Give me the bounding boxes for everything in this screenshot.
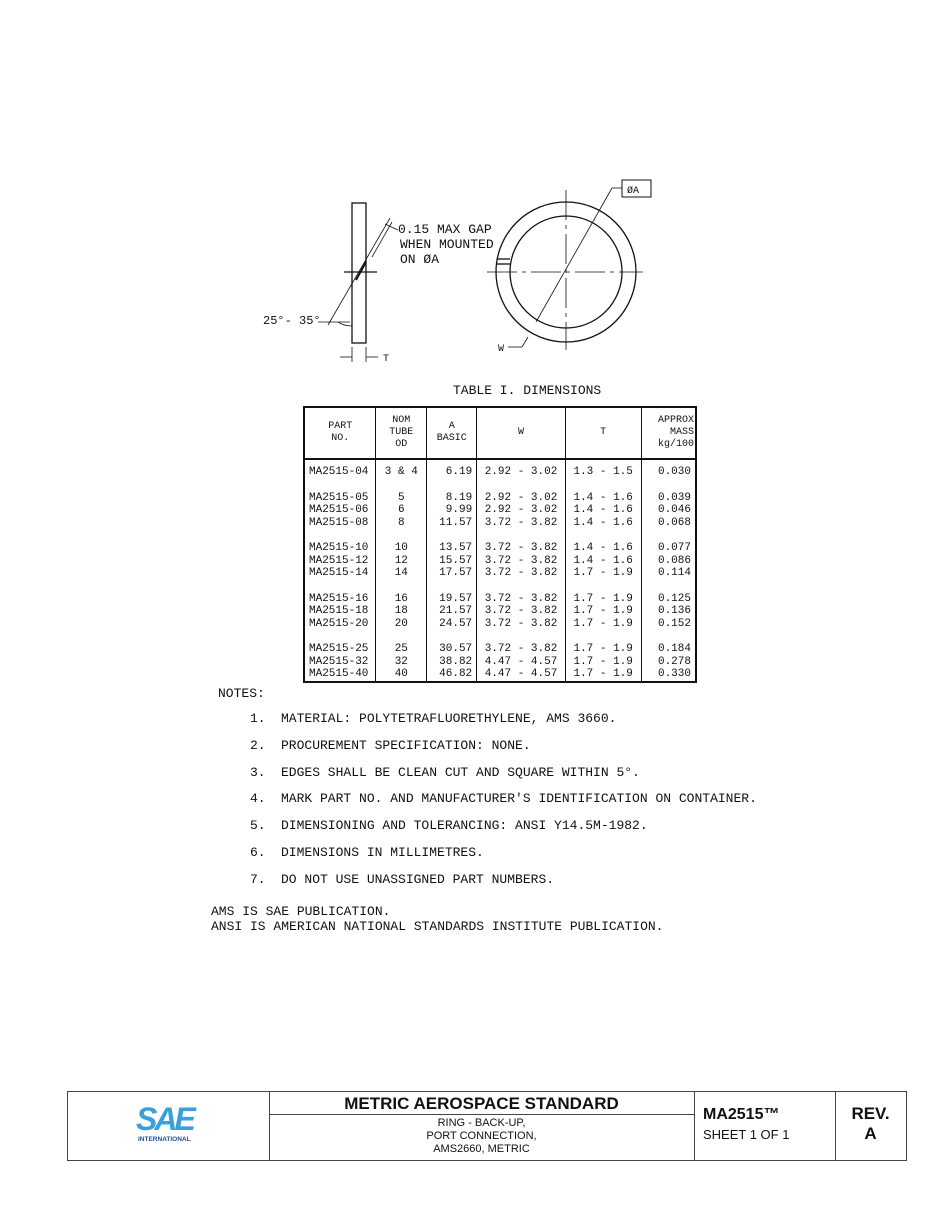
footnote-ansi: ANSI IS AMERICAN NATIONAL STANDARDS INSTITUTE PUBLICATION. xyxy=(211,919,664,934)
table-cell: 1.7 - 1.9 xyxy=(565,630,641,656)
table-cell: 2.92 - 3.02 xyxy=(477,504,566,517)
table-cell: 5 xyxy=(376,479,427,505)
note-number: 7. xyxy=(250,871,266,887)
table-cell: MA2515-32 xyxy=(304,656,376,669)
table-cell: 0.039 xyxy=(641,479,696,505)
table-cell: 32 xyxy=(376,656,427,669)
sheet-number: SHEET 1 OF 1 xyxy=(703,1127,790,1142)
table-row xyxy=(304,656,696,669)
gap-label-line3: ON ØA xyxy=(400,252,440,267)
table-cell: 46.82 xyxy=(427,668,477,681)
table-cell: MA2515-06 xyxy=(304,504,376,517)
table-cell: MA2515-18 xyxy=(304,605,376,618)
column-header: NOM TUBE OD xyxy=(376,407,427,459)
gap-label-line1: 0.15 MAX GAP xyxy=(398,222,492,237)
column-header: PART NO. xyxy=(304,407,376,459)
table-row xyxy=(304,504,696,517)
table-cell: 3.72 - 3.82 xyxy=(477,630,566,656)
note-text: DIMENSIONING AND TOLERANCING: ANSI Y14.5M-1982. xyxy=(281,818,648,834)
table-cell: 30.57 xyxy=(427,630,477,656)
table-cell: 3.72 - 3.82 xyxy=(477,567,566,580)
table-cell: 20 xyxy=(376,618,427,631)
subtitle-line2: PORT CONNECTION, xyxy=(426,1130,537,1142)
table-cell: MA2515-04 xyxy=(304,459,376,479)
table-cell: MA2515-40 xyxy=(304,668,376,681)
table-cell: 3.72 - 3.82 xyxy=(477,529,566,555)
column-header: W xyxy=(477,407,566,459)
table-cell: 3 & 4 xyxy=(376,459,427,479)
table-cell: 6 xyxy=(376,504,427,517)
table-row xyxy=(304,668,696,681)
table-row xyxy=(304,580,696,606)
angle-label: 25°- 35° xyxy=(263,314,321,328)
document-title: METRIC AEROSPACE STANDARD xyxy=(269,1092,694,1115)
table-cell: 16 xyxy=(376,580,427,606)
table-row xyxy=(304,529,696,555)
table-cell: 0.278 xyxy=(641,656,696,669)
doc-number-cell xyxy=(694,1092,836,1160)
revision-label: REV. xyxy=(851,1104,890,1123)
table-title: TABLE I. DIMENSIONS xyxy=(453,383,602,398)
gap-label-line2: WHEN MOUNTED xyxy=(400,237,494,252)
table-cell: 1.7 - 1.9 xyxy=(565,668,641,681)
subtitle-line3: AMS2660, METRIC xyxy=(433,1143,530,1155)
table-row xyxy=(304,618,696,631)
note-number: 5. xyxy=(250,818,266,834)
table-cell: 6.19 xyxy=(427,459,477,479)
table-cell: MA2515-05 xyxy=(304,479,376,505)
table-cell: 19.57 xyxy=(427,580,477,606)
note-number: 6. xyxy=(250,845,266,860)
note-number: 3. xyxy=(250,764,266,780)
table-cell: 0.125 xyxy=(641,580,696,606)
note-number: 1. xyxy=(250,711,266,726)
w-dimension-label: W xyxy=(498,344,505,355)
table-row xyxy=(304,630,696,656)
table-cell: 1.4 - 1.6 xyxy=(565,555,641,568)
table-cell: 9.99 xyxy=(427,504,477,517)
table-cell: 1.7 - 1.9 xyxy=(565,605,641,618)
table-cell: 25 xyxy=(376,630,427,656)
table-cell: 0.330 xyxy=(641,668,696,681)
title-cell xyxy=(269,1092,695,1160)
table-cell: 40 xyxy=(376,668,427,681)
table-cell: 1.4 - 1.6 xyxy=(565,479,641,505)
table-row xyxy=(304,459,696,479)
table-cell: 17.57 xyxy=(427,567,477,580)
table-cell: 3.72 - 3.82 xyxy=(477,517,566,530)
table-cell: 3.72 - 3.82 xyxy=(477,618,566,631)
table-cell: 0.086 xyxy=(641,555,696,568)
table-cell: 0.077 xyxy=(641,529,696,555)
table-cell: 13.57 xyxy=(427,529,477,555)
table-cell: 0.152 xyxy=(641,618,696,631)
table-cell: 11.57 xyxy=(427,517,477,530)
table-cell: 0.068 xyxy=(641,517,696,530)
note-text: EDGES SHALL BE CLEAN CUT AND SQUARE WITHIN 5°. xyxy=(281,764,640,780)
table-cell: 1.7 - 1.9 xyxy=(565,567,641,580)
ring-drawing xyxy=(0,0,950,400)
table-cell: 1.4 - 1.6 xyxy=(565,504,641,517)
column-header: APPROX MASS kg/100 xyxy=(641,407,696,459)
title-block xyxy=(67,1091,907,1161)
table-cell: 4.47 - 4.57 xyxy=(477,656,566,669)
table-header-row xyxy=(304,407,696,459)
table-row xyxy=(304,479,696,505)
table-cell: 4.47 - 4.57 xyxy=(477,668,566,681)
table-cell: 1.7 - 1.9 xyxy=(565,656,641,669)
revision-value: A xyxy=(864,1124,877,1143)
table-cell: 8.19 xyxy=(427,479,477,505)
table-cell: 0.136 xyxy=(641,605,696,618)
dimensions-table xyxy=(303,406,697,683)
table-cell: 1.7 - 1.9 xyxy=(565,580,641,606)
note-text: DO NOT USE UNASSIGNED PART NUMBERS. xyxy=(281,871,555,887)
document-number: MA2515™ xyxy=(703,1106,780,1123)
table-cell: 0.046 xyxy=(641,504,696,517)
notes-heading: NOTES: xyxy=(218,686,265,701)
diameter-label: ØA xyxy=(627,186,640,197)
table-cell: 1.4 - 1.6 xyxy=(565,529,641,555)
table-row xyxy=(304,567,696,580)
note-number: 4. xyxy=(250,791,266,807)
table-cell: 12 xyxy=(376,555,427,568)
table-cell: 18 xyxy=(376,605,427,618)
logo-cell xyxy=(68,1092,270,1160)
table-cell: 10 xyxy=(376,529,427,555)
sae-logo: SAE xyxy=(136,1101,193,1137)
t-dimension-label: T xyxy=(383,354,390,365)
sae-logo-subtitle: INTERNATIONAL xyxy=(138,1136,191,1143)
footnote-ams: AMS IS SAE PUBLICATION. xyxy=(211,904,391,919)
note-text: PROCUREMENT SPECIFICATION: NONE. xyxy=(281,737,531,753)
table-cell: MA2515-20 xyxy=(304,618,376,631)
table-cell: MA2515-16 xyxy=(304,580,376,606)
table-cell: 0.030 xyxy=(641,459,696,479)
table-row xyxy=(304,555,696,568)
table-cell: MA2515-14 xyxy=(304,567,376,580)
table-cell: 1.7 - 1.9 xyxy=(565,618,641,631)
table-cell: 1.3 - 1.5 xyxy=(565,459,641,479)
table-cell: 2.92 - 3.02 xyxy=(477,459,566,479)
revision-cell xyxy=(835,1092,906,1160)
table-cell: 8 xyxy=(376,517,427,530)
table-row xyxy=(304,605,696,618)
table-cell: 0.114 xyxy=(641,567,696,580)
table-row xyxy=(304,517,696,530)
table-cell: 24.57 xyxy=(427,618,477,631)
note-text: MATERIAL: POLYTETRAFLUORETHYLENE, AMS 3660. xyxy=(281,711,617,726)
table-cell: 0.184 xyxy=(641,630,696,656)
note-number: 2. xyxy=(250,737,266,753)
note-text: DIMENSIONS IN MILLIMETRES. xyxy=(281,845,484,860)
subtitle-line1: RING - BACK-UP, xyxy=(437,1117,526,1129)
table-cell: 14 xyxy=(376,567,427,580)
table-cell: 1.4 - 1.6 xyxy=(565,517,641,530)
table-cell: 38.82 xyxy=(427,656,477,669)
table-cell: MA2515-25 xyxy=(304,630,376,656)
table-cell: MA2515-12 xyxy=(304,555,376,568)
table-cell: 3.72 - 3.82 xyxy=(477,580,566,606)
table-cell: 3.72 - 3.82 xyxy=(477,555,566,568)
table-cell: MA2515-10 xyxy=(304,529,376,555)
table-cell: MA2515-08 xyxy=(304,517,376,530)
table-cell: 15.57 xyxy=(427,555,477,568)
table-cell: 2.92 - 3.02 xyxy=(477,479,566,505)
column-header: A BASIC xyxy=(427,407,477,459)
column-header: T xyxy=(565,407,641,459)
table-cell: 3.72 - 3.82 xyxy=(477,605,566,618)
table-cell: 21.57 xyxy=(427,605,477,618)
note-text: MARK PART NO. AND MANUFACTURER'S IDENTIFICATION ON CONTAINER. xyxy=(281,791,757,807)
